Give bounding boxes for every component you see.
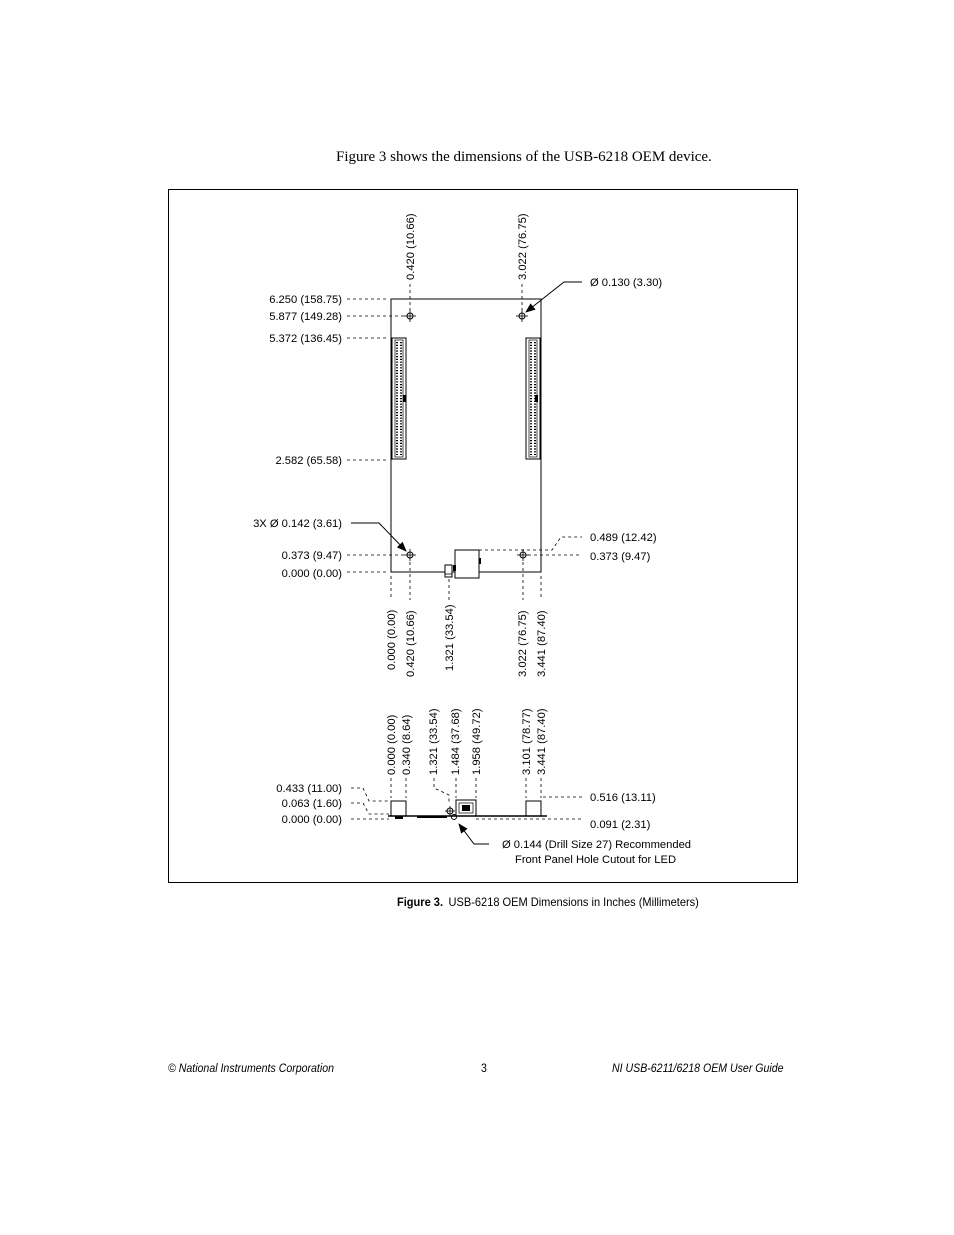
front-label-0-433: 0.433 (11.00) bbox=[276, 783, 342, 795]
dim-label-bottom-0-420: 0.420 (10.66) bbox=[405, 610, 417, 677]
front-label-3-101: 3.101 (78.77) bbox=[521, 708, 533, 775]
front-label-0-516: 0.516 (13.11) bbox=[590, 792, 656, 804]
dim-label-hole-0-130: Ø 0.130 (3.30) bbox=[590, 277, 663, 289]
dim-label-top-3-022: 3.022 (76.75) bbox=[517, 213, 529, 280]
front-label-0-063: 0.063 (1.60) bbox=[281, 798, 342, 810]
footer-guide-title: NI USB-6211/6218 OEM User Guide bbox=[612, 1063, 784, 1075]
dim-label-0-489: 0.489 (12.42) bbox=[590, 532, 657, 544]
dim-label-5-372: 5.372 (136.45) bbox=[269, 333, 342, 345]
dim-label-bottom-3-022: 3.022 (76.75) bbox=[517, 610, 529, 677]
figure-title: USB-6218 OEM Dimensions in Inches (Millimeters) bbox=[448, 895, 699, 909]
right-header-connector bbox=[526, 338, 540, 459]
dim-label-0-373-left: 0.373 (9.47) bbox=[281, 550, 342, 562]
front-label-3-441: 3.441 (87.40) bbox=[536, 708, 548, 775]
front-label-0-000: 0.000 (0.00) bbox=[281, 814, 342, 826]
figure-caption bbox=[397, 895, 699, 909]
mounting-hole-bottom-right bbox=[517, 549, 529, 561]
dim-label-0-373-right: 0.373 (9.47) bbox=[590, 551, 651, 563]
dim-label-bottom-3-441: 3.441 (87.40) bbox=[536, 610, 548, 677]
dim-label-bottom-0-000: 0.000 (0.00) bbox=[386, 609, 398, 670]
dimension-drawing bbox=[169, 190, 799, 884]
front-label-1-484: 1.484 (37.68) bbox=[450, 708, 462, 775]
led-hole-note-line1: Ø 0.144 (Drill Size 27) Recommended bbox=[502, 839, 692, 851]
front-label-0-000: 0.000 (0.00) bbox=[386, 714, 398, 775]
led-hole-note-line2: Front Panel Hole Cutout for LED bbox=[515, 854, 677, 866]
board-outline bbox=[391, 299, 541, 572]
front-label-1-321: 1.321 (33.54) bbox=[428, 708, 440, 775]
dim-label-bottom-1-321: 1.321 (33.54) bbox=[444, 604, 456, 671]
dim-label-6-250: 6.250 (158.75) bbox=[269, 294, 342, 306]
page-number: 3 bbox=[481, 1063, 487, 1075]
front-label-0-340: 0.340 (8.64) bbox=[401, 714, 413, 775]
front-label-1-958: 1.958 (49.72) bbox=[471, 708, 483, 775]
intro-paragraph: Figure 3 shows the dimensions of the USB-6218 OEM device. bbox=[336, 149, 712, 165]
dim-label-top-0-420: 0.420 (10.66) bbox=[405, 213, 417, 280]
front-view-panel bbox=[388, 800, 547, 820]
dim-label-3x-hole: 3X Ø 0.142 (3.61) bbox=[253, 518, 342, 530]
figure-frame bbox=[168, 189, 798, 883]
mounting-hole-top-left bbox=[404, 310, 416, 322]
figure-number: Figure 3. bbox=[397, 895, 444, 909]
usb-connector bbox=[453, 550, 481, 578]
dim-label-2-582: 2.582 (65.58) bbox=[275, 455, 342, 467]
footer-copyright: © National Instruments Corporation bbox=[168, 1063, 334, 1075]
left-header-connector bbox=[392, 338, 406, 459]
dim-label-0-000-left: 0.000 (0.00) bbox=[281, 568, 342, 580]
led-component bbox=[445, 565, 452, 577]
front-label-0-091: 0.091 (2.31) bbox=[590, 819, 651, 831]
dim-label-5-877: 5.877 (149.28) bbox=[269, 311, 342, 323]
